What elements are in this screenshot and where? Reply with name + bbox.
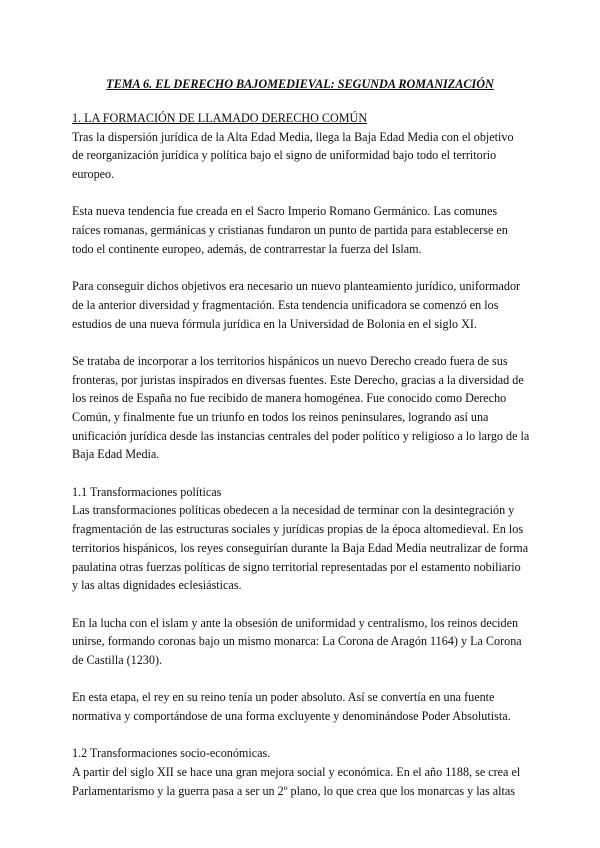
paragraph-line: Se trataba de incorporar a los territorios hispánicos un nuevo Derecho creado fuera de sus <box>72 353 508 368</box>
paragraph-gap <box>72 595 532 614</box>
section-1-heading: 1. LA FORMACIÓN DE LLAMADO DERECHO COMÚN <box>72 111 368 125</box>
paragraph-line: Esta nueva tendencia fue creada en el Sacro Imperio Romano Germánico. Las comunes <box>72 204 498 219</box>
paragraph-line: de la anterior diversidad y fragmentación. Esta tendencia unificadora se comenzó en los <box>72 297 499 312</box>
paragraph-line: estudios de una nueva fórmula jurídica en la Universidad de Bolonia en el siglo XI. <box>72 316 477 331</box>
paragraph-gap <box>72 464 532 483</box>
paragraph-line: A partir del siglo XII se hace una gran mejora social y económica. En el año 1188, se crea el <box>72 765 521 780</box>
paragraph-line: los reinos de España no fue recibido de manera homogénea. Fue conocido como Derecho <box>72 391 507 406</box>
paragraph-gap <box>72 184 532 203</box>
paragraph-line: Las transformaciones políticas obedecen a la necesidad de terminar con la desintegración y <box>72 503 515 518</box>
paragraph-line: y las altas dignidades eclesiásticas. <box>72 578 242 593</box>
paragraph-line: territorios hispánicos, los reyes conseguirían durante la Baja Edad Media neutralizar de forma <box>72 540 529 555</box>
paragraph-gap <box>72 333 532 352</box>
paragraph-line: Parlamentarismo y la guerra pasa a ser un 2º plano, lo que crea que los monarcas y las altas <box>72 783 516 798</box>
document-title: TEMA 6. EL DERECHO BAJOMEDIEVAL: SEGUNDA ROMANIZACIÓN <box>106 77 494 91</box>
document-body <box>72 109 532 800</box>
paragraph-line: raíces romanas, germánicas y cristianas fundaron un punto de partida para establecerse en <box>72 223 508 238</box>
paragraph-line: Baja Edad Media. <box>72 447 160 462</box>
paragraph-line: En la lucha con el islam y ante la obsesión de uniformidad y centralismo, los reinos deciden <box>72 615 519 630</box>
paragraph-gap <box>72 670 532 689</box>
paragraph-line: Para conseguir dichos objetivos era necesario un nuevo planteamiento jurídico, uniformador <box>72 279 521 294</box>
section-1-2-heading: 1.2 Transformaciones socio-económicas. <box>72 746 271 761</box>
section-1-1-heading: 1.1 Transformaciones políticas <box>72 484 222 499</box>
paragraph-line: En esta etapa, el rey en su reino tenía un poder absoluto. Así se convertía en una fuente <box>72 690 495 705</box>
paragraph-line: unificación jurídica desde las instancias centrales del poder político y religioso a lo largo de la <box>72 428 530 443</box>
paragraph-gap <box>72 726 532 745</box>
paragraph-line: todo el continente europeo, además, de contrarrestar la fuerza del Islam. <box>72 241 422 256</box>
paragraph-line: europeo. <box>72 167 115 182</box>
paragraph-line: de Castilla (1230). <box>72 652 163 667</box>
paragraph-line: fronteras, por juristas inspirados en diversas fuentes. Este Derecho, gracias a la diversidad de <box>72 372 524 387</box>
paragraph-line: paulatina otras fuerzas políticas de signo territorial representadas por el estamento nobiliario <box>72 559 521 574</box>
paragraph-line: Común, y finalmente fue un triunfo en todos los reinos peninsulares, logrando así una <box>72 410 489 424</box>
paragraph-line: fragmentación de las estructuras sociales y jurídicas propias de la época altomedieval. En los <box>72 522 524 537</box>
paragraph-line: de reorganización jurídica y política bajo el signo de uniformidad bajo todo el territorio <box>72 148 497 163</box>
paragraph-gap <box>72 259 532 278</box>
paragraph-line: normativa y comportándose de una forma excluyente y denominándose Poder Absolutista. <box>72 709 511 723</box>
paragraph-line: Tras la dispersión jurídica de la Alta Edad Media, llega la Baja Edad Media con el objetivo <box>72 129 514 144</box>
paragraph-line: unirse, formando coronas bajo un mismo monarca: La Corona de Aragón 1164) y La Corona <box>72 634 522 649</box>
